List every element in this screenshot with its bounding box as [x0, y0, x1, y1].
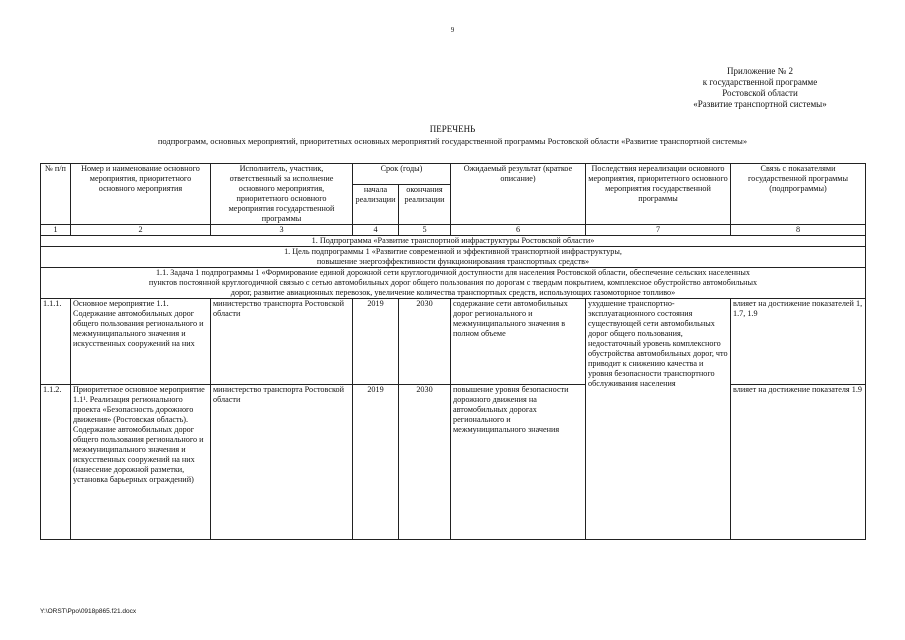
row-num: 1.1.1. [41, 299, 71, 385]
page-number: 9 [450, 26, 455, 34]
subprogram-row [41, 236, 866, 247]
row-name: Приоритетное основное мероприятие 1.1¹. Реализация регионального проекта «Безопасность дорожного движения» (Ростовская область). Содержание автомобильных дорог общего пользования регионального и межмуниципального значения и искусственных сооружений на них (нанесение дорожной разметки, установка барьерных ограждений) [71, 385, 211, 540]
row-name: Основное мероприятие 1.1. Содержание автомобильных дорог общего пользования регионального и межмуниципального значения и искусственных сооружений на них [71, 299, 211, 385]
row-end: 2030 [399, 385, 451, 540]
appendix-line: к государственной программе [702, 77, 818, 87]
index-row [41, 225, 866, 236]
index-cell: 5 [399, 225, 451, 236]
goal-row [41, 247, 866, 268]
header-consequences: Последствия нереализации основного мероприятия, приоритетного основного мероприятия государственной программы [586, 164, 731, 225]
index-cell: 1 [41, 225, 71, 236]
header-end: окончания реализации [399, 184, 451, 224]
header-result: Ожидаемый результат (краткое описание) [451, 164, 586, 225]
index-cell: 6 [451, 225, 586, 236]
header-executor: Исполнитель, участник, ответственный за исполнение основного мероприятия, приоритетного основного мероприятия государственной программы [211, 164, 353, 225]
header-row [41, 164, 866, 185]
row-executor: министерство транспорта Ростовской области [211, 385, 353, 540]
row-result: содержание сети автомобильных дорог регионального и межмуниципального значения в полном объеме [451, 299, 586, 385]
appendix-line: Приложение № 2 [727, 66, 793, 76]
index-cell: 7 [586, 225, 731, 236]
row-num: 1.1.2. [41, 385, 71, 540]
header-start: начала реализации [353, 184, 399, 224]
appendix-line: Ростовской области [722, 88, 798, 98]
header-term: Срок (годы) [353, 164, 451, 185]
row-link: влияет на достижение показателя 1.9 [731, 385, 866, 540]
index-cell: 2 [71, 225, 211, 236]
program-table [40, 163, 866, 540]
row-start: 2019 [353, 299, 399, 385]
file-path-footer: Y:\ORST\Ppo\0918p865.f21.docx [40, 608, 137, 615]
header-name: Номер и наименование основного мероприятия, приоритетного основного мероприятия [71, 164, 211, 225]
appendix-header [640, 66, 880, 110]
row-end: 2030 [399, 299, 451, 385]
header-num: № п/п [41, 164, 71, 225]
subprogram-title: 1. Подпрограмма «Развитие транспортной инфраструктуры Ростовской области» [41, 236, 866, 247]
index-cell: 3 [211, 225, 353, 236]
appendix-line: «Развитие транспортной системы» [693, 99, 827, 109]
goal-title: 1. Цель подпрограммы 1 «Развитие современной и эффективной транспортной инфраструктуры, повышение энергоэффективности функционирования транспортных средств» [41, 247, 866, 268]
table-row [41, 299, 866, 385]
document-title: ПЕРЕЧЕНЬ [429, 124, 476, 134]
row-consequences: ухудшение транспортно-эксплуатационного состояния существующей сети автомобильных дорог общего пользования, недостаточный уровень комплексного обустройства автомобильных дорог, что приводит к снижению качества и уровня безопасности транспортного обслуживания населения [586, 299, 731, 540]
table-row [41, 385, 866, 540]
header-link: Связь с показателями государственной программы (подпрограммы) [731, 164, 866, 225]
document-subtitle: подпрограмм, основных мероприятий, приоритетных основных мероприятий государственной программы Ростовской области «Развитие транспортной системы» [157, 136, 748, 146]
task-row [41, 268, 866, 299]
index-cell: 4 [353, 225, 399, 236]
row-executor: министерство транспорта Ростовской области [211, 299, 353, 385]
task-title: 1.1. Задача 1 подпрограммы 1 «Формирование единой дорожной сети круглогодичной доступности для населения Ростовской области, обеспечение сельских населенных пунктов постоянной круглогодичной связью с сетью автомобильных дорог общего пользования по дорогам с твердым покрытием, комплексное обустройство автомобильных дорог, развитие авиационных перевозок, увеличение количества транспортных средств, использующих газомоторное топливо» [41, 268, 866, 299]
row-start: 2019 [353, 385, 399, 540]
index-cell: 8 [731, 225, 866, 236]
row-result: повышение уровня безопасности дорожного движения на автомобильных дорогах регионального и межмуниципального значения [451, 385, 586, 540]
row-link: влияет на достижение показателей 1, 1.7, 1.9 [731, 299, 866, 385]
